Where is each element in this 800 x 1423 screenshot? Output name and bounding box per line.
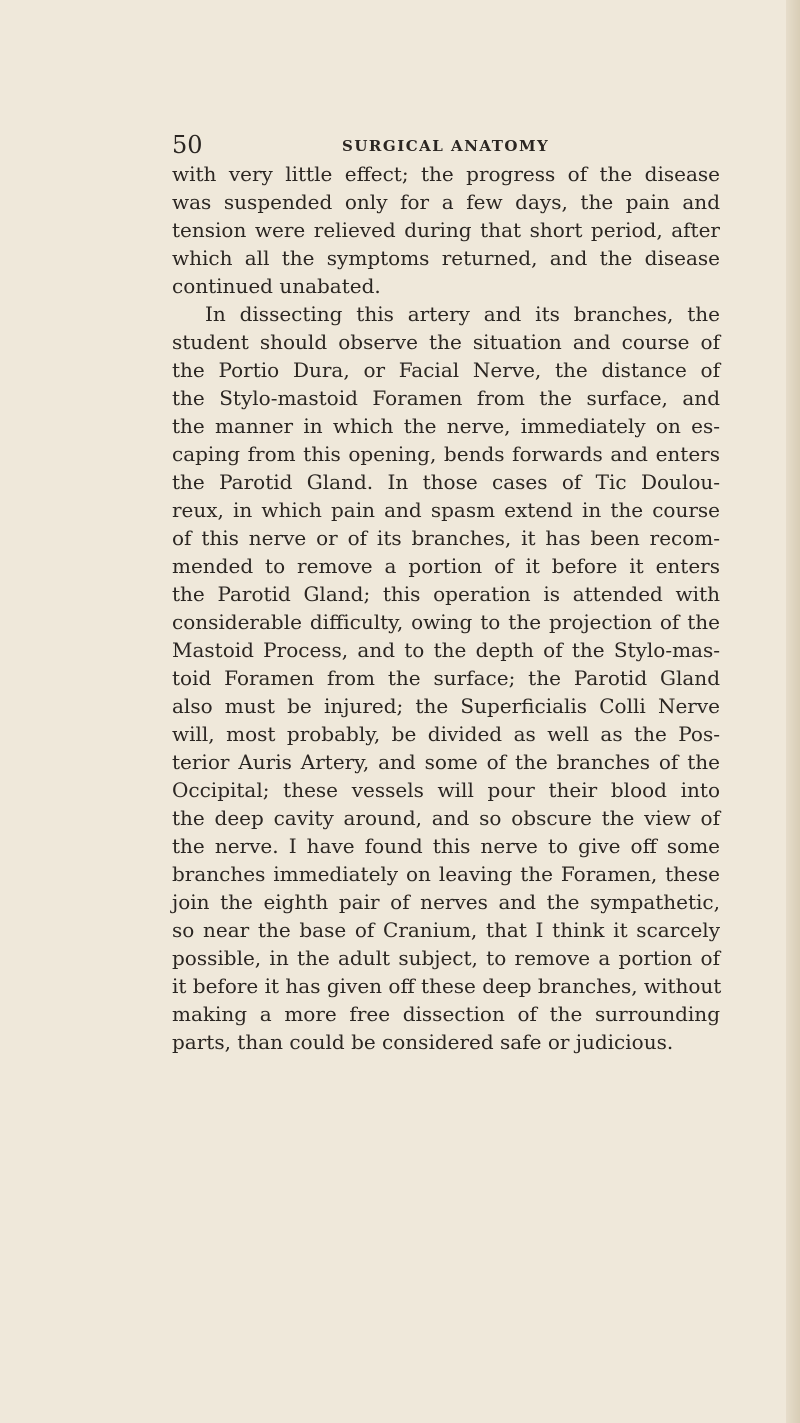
text-line: also must be injured; the Superficialis Colli Nerve <box>172 694 720 718</box>
text-line: with very little effect; the progress of the disease <box>172 162 720 186</box>
text-line: of this nerve or of its branches, it has been recom- <box>172 526 720 550</box>
page-header <box>172 131 692 161</box>
text-line: the Stylo-mastoid Foramen from the surface, and <box>172 386 720 410</box>
text-line: possible, in the adult subject, to remove a portion of <box>172 946 720 970</box>
text-line: the deep cavity around, and so obscure the view of <box>172 806 720 830</box>
text-line: branches immediately on leaving the Foramen, these <box>172 862 720 886</box>
text-line: caping from this opening, bends forwards and enters <box>172 442 720 466</box>
text-line: terior Auris Artery, and some of the branches of the <box>172 750 720 774</box>
text-line: Mastoid Process, and to the depth of the Stylo-mas- <box>172 638 720 662</box>
text-line: the Parotid Gland; this operation is attended with <box>172 582 720 606</box>
text-line: reux, in which pain and spasm extend in the course <box>172 498 720 522</box>
text-line: the manner in which the nerve, immediately on es- <box>172 414 720 438</box>
text-line: mended to remove a portion of it before it enters <box>172 554 720 578</box>
text-line: the nerve. I have found this nerve to give off some <box>172 834 720 858</box>
text-line: considerable difficulty, owing to the projection of the <box>172 610 720 634</box>
page-edge <box>786 0 800 1423</box>
text-line: which all the symptoms returned, and the disease <box>172 246 720 270</box>
text-line: tension were relieved during that short period, after <box>172 218 720 242</box>
text-line: making a more free dissection of the surrounding <box>172 1002 720 1026</box>
body-text <box>172 160 720 1056</box>
running-head: SURGICAL ANATOMY <box>342 137 550 155</box>
text-line: toid Foramen from the surface; the Parotid Gland <box>172 666 720 690</box>
text-line: join the eighth pair of nerves and the sympathetic, <box>172 890 720 914</box>
text-line: In dissecting this artery and its branches, the <box>205 302 720 326</box>
text-line: Occipital; these vessels will pour their blood into <box>172 778 720 802</box>
text-line: was suspended only for a few days, the pain and <box>172 190 720 214</box>
text-line: continued unabated. <box>172 274 381 298</box>
text-line: the Portio Dura, or Facial Nerve, the distance of <box>172 358 720 382</box>
text-line: the Parotid Gland. In those cases of Tic Doulou- <box>172 470 720 494</box>
text-line: student should observe the situation and course of <box>172 330 720 354</box>
page-number: 50 <box>172 131 203 159</box>
text-line: parts, than could be considered safe or judicious. <box>172 1030 674 1054</box>
text-line: will, most probably, be divided as well as the Pos- <box>172 722 720 746</box>
text-line: so near the base of Cranium, that I think it scarcely <box>172 918 720 942</box>
text-line: it before it has given off these deep branches, without <box>172 974 722 998</box>
